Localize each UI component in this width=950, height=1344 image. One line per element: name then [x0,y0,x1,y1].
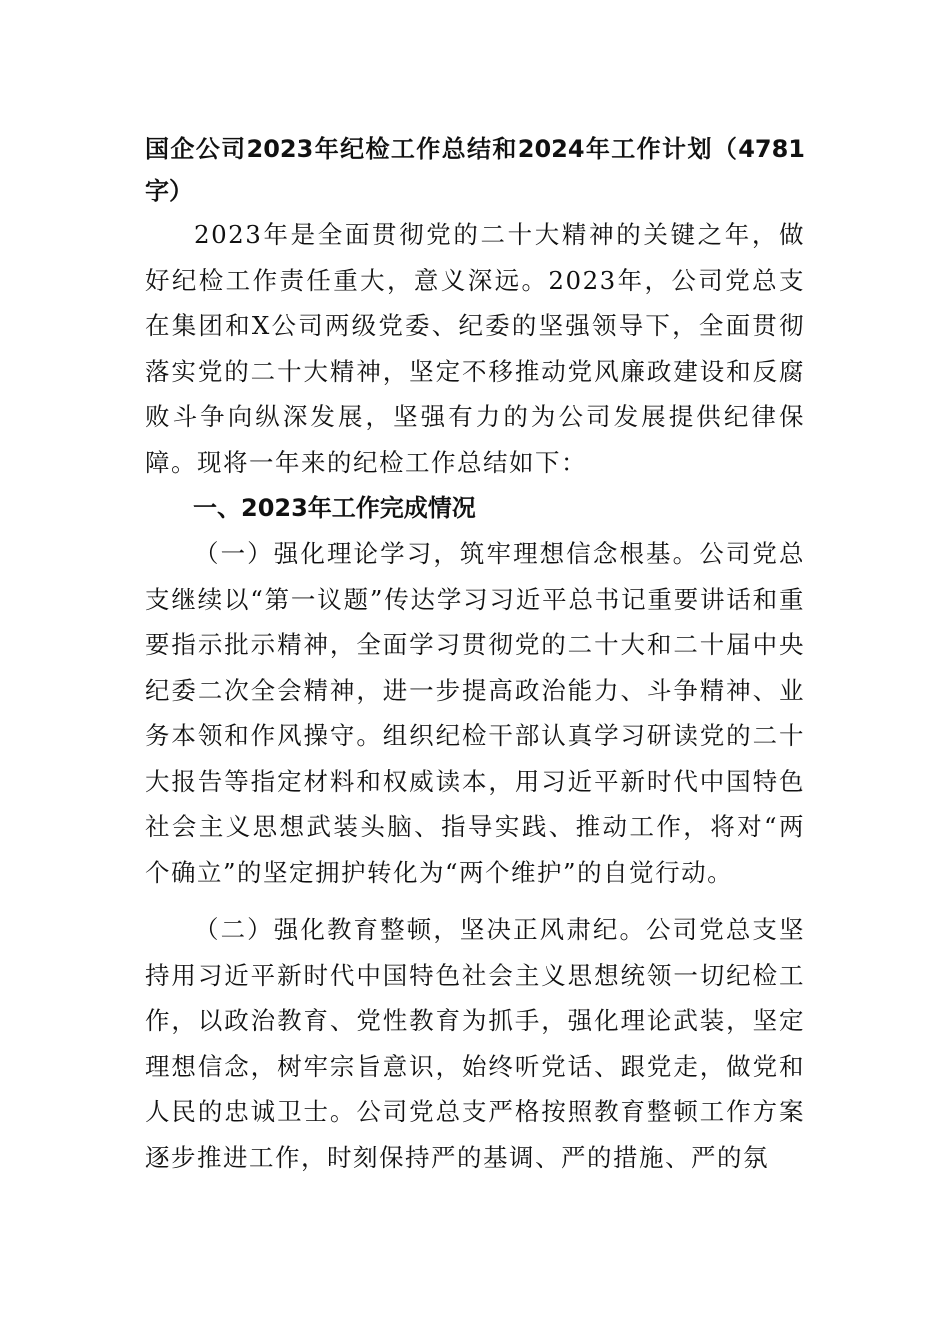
section-item-paragraph: （一）强化理论学习，筑牢理想信念根基。公司党总支继续以“第一议题”传达学习习近平总书记重要讲话和重要指示批示精神，全面学习贯彻党的二十大和二十届中央纪委二次全会精神，进一步提高政治能力、斗争精神、业务本领和作风操守。组织纪检干部认真学习研读党的二十大报告等指定材料和权威读本，用习近平新时代中国特色社会主义思想武装头脑、指导实践、推动工作，将对“两个确立”的坚定拥护转化为“两个维护”的自觉行动。 [145,539,805,887]
document-body [145,128,805,1180]
paragraph-spacer [145,895,805,907]
section-heading: 一、2023年工作完成情况 [193,494,476,522]
section-item-paragraph: （二）强化教育整顿，坚决正风肃纪。公司党总支坚持用习近平新时代中国特色社会主义思想统领一切纪检工作，以政治教育、党性教育为抓手，强化理论武装，坚定理想信念，树牢宗旨意识，始终听党话、跟党走，做党和人民的忠诚卫士。公司党总支严格按照教育整顿工作方案逐步推进工作，时刻保持严的基调、严的措施、严的氛 [145,915,805,1172]
intro-paragraph: 2023年是全面贯彻党的二十大精神的关键之年，做好纪检工作责任重大，意义深远。2023年，公司党总支在集团和X公司两级党委、纪委的坚强领导下，全面贯彻落实党的二十大精神，坚定不移推动党风廉政建设和反腐败斗争向纵深发展，坚强有力的为公司发展提供纪律保障。现将一年来的纪检工作总结如下： [145,220,805,477]
document-title: 国企公司2023年纪检工作总结和2024年工作计划（4781字） [145,135,805,205]
